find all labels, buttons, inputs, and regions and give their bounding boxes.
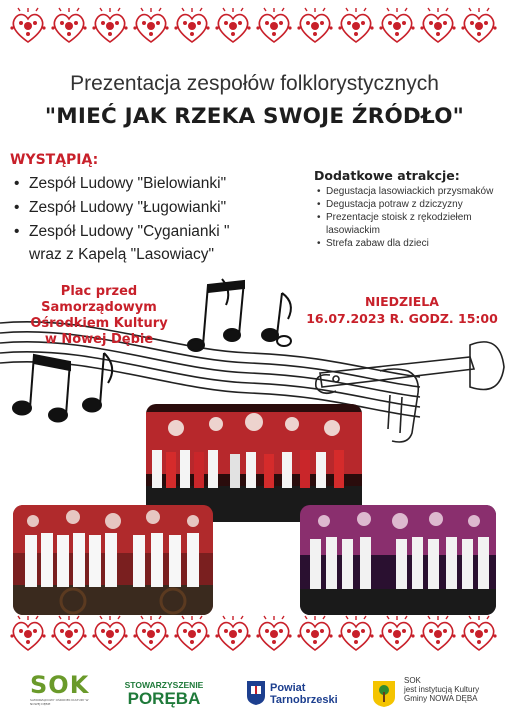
attraction-item: • Strefa zabaw dla dzieci (314, 238, 504, 251)
folk-heart-motif-icon (295, 614, 335, 654)
nowa-deba-crest-icon (372, 680, 396, 708)
venue-line: Ośrodkiem Kultury (30, 316, 168, 331)
folk-heart-motif-icon (213, 6, 253, 46)
folk-heart-motif-icon (90, 6, 130, 46)
event-datetime: 16.07.2023 R. GODZ. 15:00 (306, 311, 498, 326)
photo-ensemble-purple-stage (300, 505, 496, 615)
folk-heart-motif-icon (418, 614, 458, 654)
venue-text (4, 284, 194, 348)
nowa-deba-logo: SOK jest instytucją Kultury Gminy NOWA DĘBA (372, 672, 504, 716)
folk-heart-motif-icon (172, 6, 212, 46)
venue-line: w Nowej Dębie (44, 332, 154, 347)
performers-list (10, 172, 230, 266)
powiat-crest-icon (246, 680, 266, 706)
powiat-logo: Powiat Tarnobrzeski (244, 672, 344, 716)
sok-logo: SOK SAMORZĄDOWY OŚRODEK KULTURY W NOWEJ DĘBIE (30, 671, 90, 706)
attraction-item: • Degustacja lasowiackich przysmaków (314, 186, 504, 199)
poreba-logo: STOWARZYSZENIE PORĘBA (124, 680, 204, 708)
photo-ensemble-white-stage (13, 505, 213, 615)
attractions-heading: Dodatkowe atrakcje: (314, 168, 460, 183)
attractions-list (314, 186, 504, 251)
attraction-item: • Prezentacje stoisk z rękodziełem lasowiackim (314, 212, 504, 237)
folk-heart-motif-icon (295, 6, 335, 46)
folk-heart-motif-icon (459, 614, 499, 654)
sponsor-logos (0, 672, 509, 716)
folk-heart-motif-icon (377, 6, 417, 46)
folk-heart-motif-icon (336, 6, 376, 46)
folk-heart-motif-icon (336, 614, 376, 654)
performer-continuation: wraz z Kapelą "Lasowiacy" (29, 246, 215, 263)
folk-heart-motif-icon (418, 6, 458, 46)
folk-heart-motif-icon (8, 614, 48, 654)
performer-item: • Zespół Ludowy "Bielowianki" (10, 172, 230, 196)
folk-heart-motif-icon (172, 614, 212, 654)
folk-heart-motif-icon (8, 6, 48, 46)
folk-heart-motif-icon (49, 614, 89, 654)
folk-heart-motif-icon (254, 6, 294, 46)
attraction-item: • Degustacja potraw z dziczyzny (314, 199, 504, 212)
event-date (302, 293, 502, 327)
folk-heart-motif-icon (131, 614, 171, 654)
performers-heading: WYSTĄPIĄ: (10, 152, 99, 168)
folk-heart-motif-icon (377, 614, 417, 654)
folk-heart-motif-icon (49, 6, 89, 46)
folk-heart-motif-icon (459, 6, 499, 46)
folk-heart-motif-icon (131, 6, 171, 46)
folk-heart-motif-icon (254, 614, 294, 654)
folk-heart-motif-icon (213, 614, 253, 654)
event-day: NIEDZIELA (365, 294, 439, 309)
folk-border-top (0, 6, 509, 50)
venue-line: Plac przed (60, 284, 138, 299)
event-subtitle: Prezentacja zespołów folklorystycznych (70, 72, 439, 95)
performer-item: • Zespół Ludowy "Cyganianki " wraz z Kapelą "Lasowiacy" (10, 220, 230, 266)
venue-line: Samorządowym (41, 300, 157, 315)
event-title: "MIEĆ JAK RZEKA SWOJE ŹRÓDŁO" (44, 104, 465, 129)
performer-item: • Zespół Ludowy "Ługowianki" (10, 196, 230, 220)
folk-border-bottom (0, 614, 509, 658)
folk-heart-motif-icon (90, 614, 130, 654)
